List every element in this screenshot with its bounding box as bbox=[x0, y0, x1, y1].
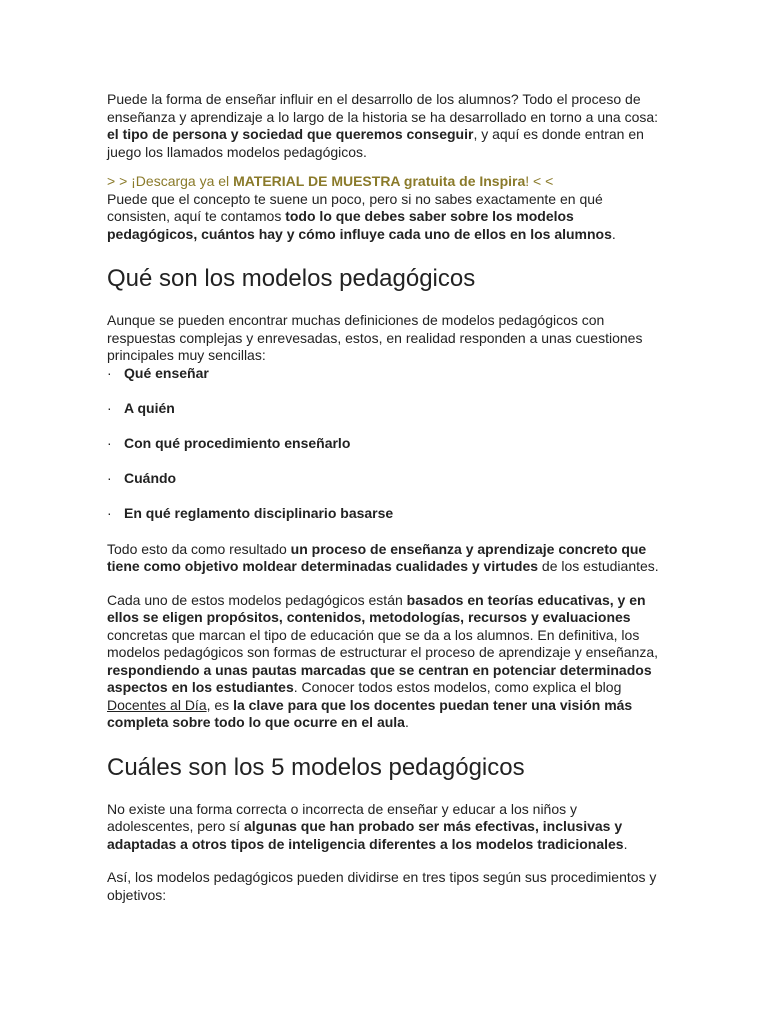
section2-paragraph-1 bbox=[107, 801, 667, 854]
bullet-icon: · bbox=[107, 434, 112, 451]
list-item-label: En qué reglamento disciplinario basarse bbox=[124, 504, 394, 521]
s2p1-text-1: No existe una forma correcta o incorrecta de enseñar y educar a los niños y adolescentes, pero sí bbox=[107, 800, 578, 834]
list-item-label: Cuándo bbox=[124, 469, 177, 486]
bullet-icon: · bbox=[107, 504, 112, 521]
s1p2-text-2: de los estudiantes. bbox=[538, 558, 659, 574]
s1p3-bold-2: respondiendo a unas pautas marcadas que se centran en potenciar determinados aspectos en los estudiantes bbox=[107, 661, 652, 695]
section1-paragraph-1: Aunque se pueden encontrar muchas definiciones de modelos pedagógicos con respuestas complejas y enrevesadas, estos, en realidad responden a unas cuestiones principales muy sencillas: bbox=[107, 312, 643, 363]
s1p3-text-1: Cada uno de estos modelos pedagógicos están bbox=[107, 591, 407, 608]
intro-bold-1: el tipo de persona y sociedad que queremos conseguir bbox=[107, 126, 474, 142]
section-heading-cuales-son: Cuáles son los 5 modelos pedagógicos bbox=[107, 753, 525, 781]
intro2-paragraph bbox=[107, 191, 667, 244]
promo-bold: MATERIAL DE MUESTRA gratuita de Inspira bbox=[233, 173, 526, 189]
list-item bbox=[107, 400, 667, 417]
section1-paragraph-3 bbox=[107, 592, 667, 732]
intro2-text-1: Puede que el concepto te suene un poco, pero si no sabes exactamente en qué consisten, aquí te contamos bbox=[107, 190, 603, 224]
s2p1-text-2: . bbox=[623, 835, 628, 852]
intro-text-2: , y aquí es donde entran en juego los llamados modelos pedagógicos. bbox=[107, 126, 644, 160]
intro-paragraph bbox=[107, 91, 667, 161]
list-item bbox=[107, 365, 667, 382]
bullet-icon: · bbox=[107, 399, 112, 416]
section2-paragraph-2: Así, los modelos pedagógicos pueden dividirse en tres tipos según sus procedimientos y objetivos: bbox=[107, 869, 657, 903]
section-heading-que-son: Qué son los modelos pedagógicos bbox=[107, 265, 476, 292]
s2p1-bold-1: algunas que han probado ser más efectivas, inclusivas y adaptadas a otros tipos de inteligencia diferentes a los modelos tradicionales bbox=[107, 818, 624, 852]
intro2-bold-1: todo lo que debes saber sobre los modelos pedagógicos, cuántos hay y cómo influye cada uno de ellos en los alumnos bbox=[107, 208, 612, 242]
list-item bbox=[107, 505, 667, 522]
list-item-label: Qué enseñar bbox=[124, 364, 209, 381]
bullet-icon: · bbox=[107, 469, 112, 486]
s1p2-bold-1: un proceso de enseñanza y aprendizaje concreto que tiene como objetivo moldear determinadas cualidades y virtudes bbox=[107, 540, 647, 574]
s1p3-bold-3: la clave para que los docentes puedan tener una visión más completa sobre todo lo que ocurre en el aula bbox=[107, 696, 633, 730]
promo-link[interactable] bbox=[107, 173, 667, 191]
s1p3-text-5: . bbox=[404, 714, 409, 730]
list-item bbox=[107, 470, 667, 487]
s1p3-bold-1: basados en teorías educativas, y en ellos se eligen propósitos, contenidos, metodologías, recursos y evaluaciones bbox=[107, 591, 646, 625]
article-body bbox=[107, 91, 667, 904]
docentes-al-dia-link[interactable]: Docentes al Día bbox=[107, 696, 207, 713]
list-item bbox=[107, 435, 667, 452]
bullet-icon: · bbox=[107, 364, 112, 381]
promo-text-1: > > ¡Descarga ya el bbox=[107, 173, 234, 189]
s1p2-text-1: Todo esto da como resultado bbox=[107, 540, 291, 557]
intro-text-1: Puede la forma de enseñar influir en el desarrollo de los alumnos? Todo el proceso de enseñanza y aprendizaje a lo largo de la historia se ha desarrollado en torno a una cosa: bbox=[107, 91, 659, 125]
list-item-label: Con qué procedimiento enseñarlo bbox=[124, 434, 351, 451]
criteria-list bbox=[107, 365, 667, 522]
s1p3-text-4: , es bbox=[206, 696, 234, 713]
s1p3-text-3: . Conocer todos estos modelos, como explica el blog bbox=[293, 679, 622, 695]
s1p3-text-2: concretas que marcan el tipo de educación que se da a los alumnos. En definitiva, los modelos pedagógicos son formas de estructurar el proceso de aprendizaje y enseñanza, bbox=[107, 626, 658, 660]
section1-paragraph-2 bbox=[107, 541, 667, 576]
intro2-text-2: . bbox=[611, 225, 616, 242]
list-item-label: A quién bbox=[124, 399, 175, 416]
promo-text-2: ! < < bbox=[525, 173, 554, 189]
